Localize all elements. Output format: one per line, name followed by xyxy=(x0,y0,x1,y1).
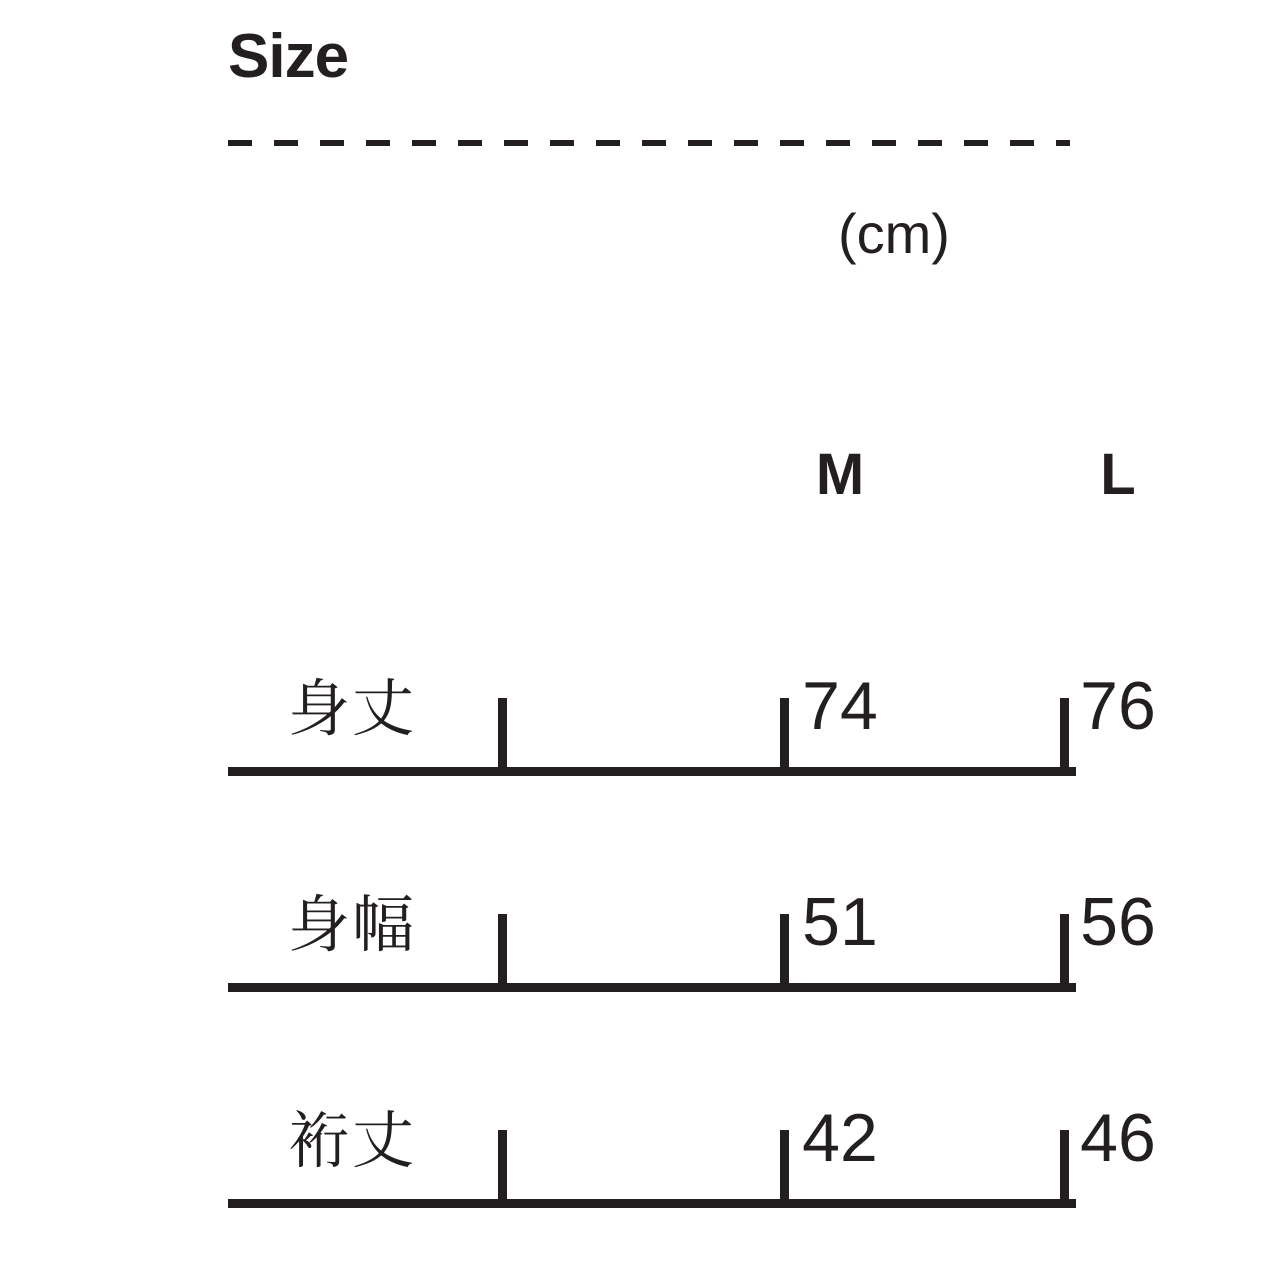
rule-tick xyxy=(498,1130,507,1208)
page-title: Size xyxy=(228,22,349,91)
table-row xyxy=(228,560,1156,776)
row-label: 身丈 xyxy=(288,672,417,745)
rule-tick xyxy=(1060,698,1069,776)
row-value-m: 51 xyxy=(802,884,878,960)
unit-label: (cm) xyxy=(838,202,950,265)
rule-tick xyxy=(780,698,789,776)
row-label: 身幅 xyxy=(288,888,417,961)
row-value-l: 56 xyxy=(1080,884,1156,960)
table-row xyxy=(228,776,1156,992)
table-header-row xyxy=(228,430,1136,560)
row-rule xyxy=(228,1199,1076,1208)
table-row xyxy=(228,992,1156,1208)
row-value-l: 46 xyxy=(1080,1100,1156,1176)
row-label: 裄丈 xyxy=(288,1104,417,1177)
row-value-m: 74 xyxy=(802,668,878,744)
row-rule xyxy=(228,767,1076,776)
row-rule xyxy=(228,983,1076,992)
rule-tick xyxy=(780,1130,789,1208)
row-value-m: 42 xyxy=(802,1100,878,1176)
dashed-divider xyxy=(228,140,1070,146)
size-table xyxy=(228,430,1156,1208)
rule-tick xyxy=(498,914,507,992)
column-header-m: M xyxy=(815,442,865,507)
rule-tick xyxy=(498,698,507,776)
rule-tick xyxy=(1060,914,1069,992)
rule-tick xyxy=(780,914,789,992)
row-value-l: 76 xyxy=(1080,668,1156,744)
column-header-l: L xyxy=(1100,442,1136,507)
rule-tick xyxy=(1060,1130,1069,1208)
